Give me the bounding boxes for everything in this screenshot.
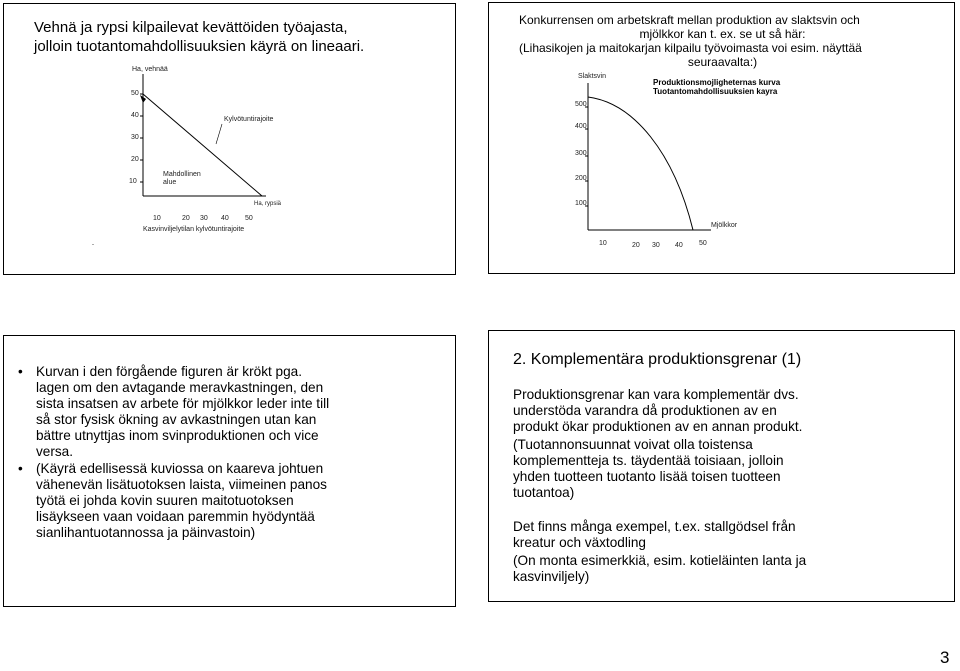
- slide2-y-tick: 400: [575, 123, 587, 130]
- text-line: lagen om den avtagande meravkastningen, den: [36, 380, 324, 395]
- slide1-y-tick: 30: [131, 134, 139, 141]
- slide1-x-tick: 10: [153, 215, 161, 222]
- text-line: Det finns många exempel, t.ex. stallgödsel från: [513, 519, 796, 534]
- text-line: bättre utnyttjas inom svinproduktionen och vice: [36, 428, 319, 443]
- text-line: (Tuotannonsuunnat voivat olla toistensa: [513, 437, 753, 452]
- slide1-region-label-line1: Mahdollinen: [163, 171, 201, 178]
- slide2-text-line3: (Lihasikojen ja maitokarjan kilpailu työvoimasta voi esim. näyttää: [519, 41, 862, 55]
- slide-labour-competition: [488, 2, 955, 274]
- slide1-x-tick: 50: [245, 215, 253, 222]
- slide-curve-explanation: [3, 335, 456, 607]
- slide2-x-tick: 40: [675, 242, 683, 249]
- text-line: kasvinviljely): [513, 569, 590, 584]
- slide2-y-tick: 100: [575, 200, 587, 207]
- text-line: yhden tuotteen tuotanto lisää toisen tuotteen: [513, 469, 781, 484]
- slide3-bullet-list: [18, 364, 448, 541]
- slide1-y-tick: 40: [131, 112, 139, 119]
- slide2-y-tick: 200: [575, 175, 587, 182]
- slide4-para2: [513, 437, 784, 501]
- slide4-para3: [513, 519, 796, 551]
- slide1-title-line1: Vehnä ja rypsi kilpailevat kevättöiden työajasta,: [34, 19, 348, 36]
- slide1-footer-mark: -: [92, 242, 94, 248]
- slide2-y-tick: 300: [575, 150, 587, 157]
- text-line: (On monta esimerkkiä, esim. kotieläinten lanta ja: [513, 553, 807, 568]
- text-line: vähenevän lisätuotoksen laista, viimeinen panos: [36, 477, 327, 492]
- slide1-y-tick: 10: [129, 178, 137, 185]
- slide-wheat-rapeseed: [3, 3, 456, 275]
- text-line: så stor fysisk ökning av avkastningen utan kan: [36, 412, 317, 427]
- slide1-x-tick: 20: [182, 215, 190, 222]
- slide2-x-tick: 10: [599, 240, 607, 247]
- text-line: kreatur och växtodling: [513, 535, 646, 550]
- slide1-x-tick: 30: [200, 215, 208, 222]
- text-line: versa.: [36, 444, 74, 459]
- slide1-title-line2: jolloin tuotantomahdollisuuksien käyrä on lineaari.: [34, 38, 365, 55]
- text-line: lisäykseen vaan voidaan paremmin hyödyntää: [36, 509, 315, 524]
- slide1-region-label-line2: alue: [163, 179, 177, 186]
- slide1-constraint-line: [143, 94, 262, 196]
- slide1-line-label: Kylvötuntirajoite: [224, 116, 274, 123]
- slide4-heading: 2. Komplementära produktionsgrenar (1): [513, 351, 802, 368]
- slide2-ppf-curve: [588, 97, 693, 230]
- slide2-y-axis-title: Slaktsvin: [578, 73, 607, 80]
- slide1-x-tick: 40: [221, 215, 229, 222]
- slide2-chart: [489, 3, 956, 275]
- slide2-curve-label-line2: Tuotantomahdollisuuksien kayra: [653, 87, 778, 96]
- slide1-label-pointer: [216, 124, 222, 144]
- text-line: • (Käyrä edellisessä kuviossa on kaareva johtuen: [36, 461, 324, 476]
- slide4-para1: [513, 387, 802, 435]
- text-line: työtä ei johda kovin suuren maitotuotoksen: [36, 493, 294, 508]
- slide4-para4: [513, 553, 806, 585]
- slide2-x-tick: 30: [652, 242, 660, 249]
- text-line: tuotantoa): [513, 485, 575, 500]
- slide1-y-tick: 50: [131, 90, 139, 97]
- slide1-x-axis-end-label: Ha, rypsiä: [254, 201, 282, 207]
- text-line: sianlihantuotannossa ja päinvastoin): [36, 525, 256, 540]
- text-line: understöda varandra då produktionen av en: [513, 403, 777, 418]
- slide2-text-line2: mjölkkor kan t. ex. se ut så här:: [639, 27, 806, 41]
- slide3-bullet-2: [18, 461, 448, 541]
- text-line: sista insatsen av arbete för mjölkkor leder inte till: [36, 396, 330, 411]
- text-line: Produktionsgrenar kan vara komplementär dvs.: [513, 387, 799, 402]
- slide2-text-line1: Konkurrensen om arbetskraft mellan produktion av slaktsvin och: [519, 13, 860, 27]
- slide1-y-axis-title: Ha, vehnää: [132, 66, 168, 73]
- slide2-text-line4: seuraavalta:): [687, 55, 758, 69]
- slide2-y-tick: 500: [575, 101, 587, 108]
- page-number: 3: [940, 648, 950, 667]
- slide2-x-tick: 20: [632, 242, 640, 249]
- slide-complementary-branches: [488, 330, 955, 602]
- slide1-y-tick: 20: [131, 156, 139, 163]
- text-line: produkt ökar produktionen av en annan produkt.: [513, 419, 803, 434]
- slide1-x-axis-caption: Kasvinviljelytilan kylvötuntirajoite: [143, 226, 245, 233]
- slide1-chart: [4, 4, 457, 276]
- slide3-bullet-1: [18, 364, 448, 460]
- text-line: komplementteja ts. täydentää toisiaan, jolloin: [513, 453, 784, 468]
- text-line: • Kurvan i den förgående figuren är krökt pga.: [36, 364, 303, 379]
- slide2-curve-label-line1: Produktionsmojligheternas kurva: [653, 78, 781, 87]
- slide2-x-axis-title: Mjölkkor: [711, 222, 738, 229]
- slide2-x-tick: 50: [699, 240, 707, 247]
